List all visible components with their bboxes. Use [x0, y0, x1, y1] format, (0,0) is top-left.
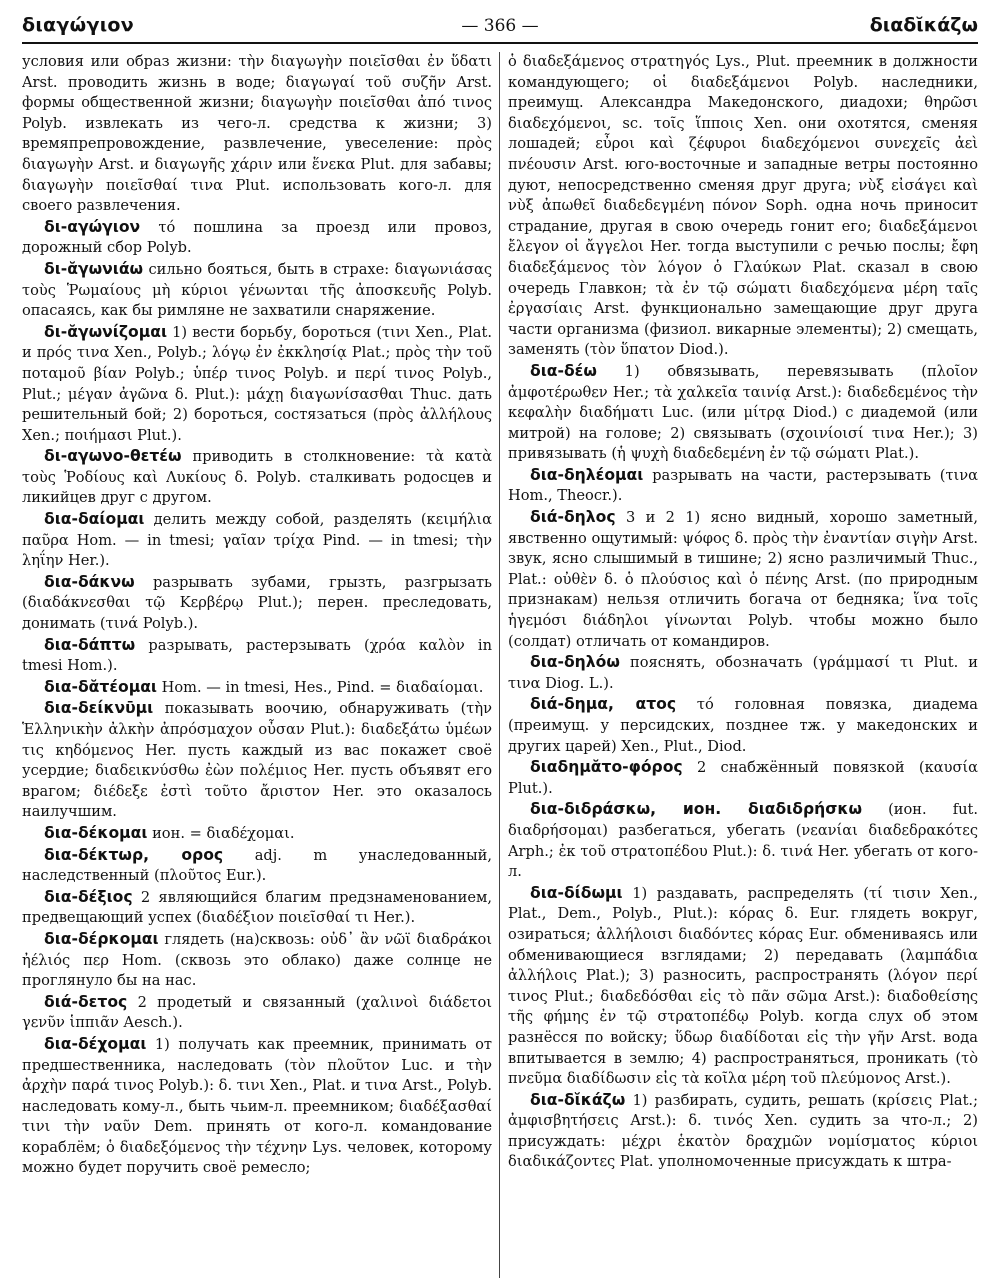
entry-headword: διαδημᾰτο-φόρος: [530, 758, 683, 777]
dictionary-entry: [508, 883, 978, 1090]
dictionary-entry: [508, 757, 978, 799]
entry-definition: 2 снабжённый повязкой (καυσία Plut.).: [508, 759, 978, 797]
entry-definition: (ион. fut. διαδρήσομαι) разбегаться, убегать (νεανίαι διαδεδρακότες Arph.; ἐκ τοῦ στρατοπέδου Plut.): δ. τινά Her. убегать от кого-л.: [508, 801, 978, 881]
entry-definition: ион. = διαδέχομαι.: [147, 824, 295, 842]
entry-headword: δι-ᾰγωνιάω: [44, 259, 144, 278]
dictionary-entry: [22, 217, 492, 259]
entry-headword: διά-δηλος: [530, 508, 616, 527]
dictionary-entry: [508, 52, 978, 361]
entry-definition: разрывать, растерзывать (χρόα καλὸν in tmesi Hom.).: [22, 636, 492, 675]
entry-definition: делить между собой, разделять (κειμήλια παῦρα Hom. — in tmesi; γαῖαν τρίχα Pind. — in tmesi; τὴν ληΐην Her.).: [22, 511, 492, 570]
entry-headword: δια-δέω: [530, 361, 597, 380]
dictionary-entry: [508, 1090, 978, 1173]
entry-headword: δια-δέκτωρ, ορος: [44, 845, 224, 864]
dictionary-entry: [22, 322, 492, 447]
entry-definition: 1) разбирать, судить, решать (κρίσεις Plat.; ἀμφισβητήσεις Arst.): δ. τινός Xen. судить за что-л.; 2) присуждать: μέχρι ἑκατὸν δραχμῶν νομίσματος κύριοι διαδικάζοντες Plat. уполномоченные присуждать к штра-: [508, 1091, 978, 1171]
dictionary-entry: [22, 1034, 492, 1179]
entry-definition: пояснять, обозначать (γράμμασί τι Plut. и τινα Diog. L.).: [508, 654, 978, 692]
entry-headword: δια-δέρκομαι: [44, 929, 159, 948]
running-header: [22, 8, 978, 44]
entry-definition: показывать воочию, обнаруживать (τὴν Ἑλληνικὴν ἀλκὴν ἀπρόσμαχον οὖσαν Plut.): διαδεξάτω ὑμέων τις κηδόμενος Her. пусть каждый из вас покажет своё усердие; διαδεικνύσθω ἐὼν πολέμιος Her. пусть объявят его врагом; διέδεξε ἐστὶ τοῦτο ἄριστον Her. это оказалось наилучшим.: [22, 700, 492, 821]
dictionary-entry: [22, 509, 492, 572]
dictionary-entry: [22, 677, 492, 699]
dictionary-entry: [22, 823, 492, 845]
entry-headword: δια-δέκομαι: [44, 823, 148, 842]
page-columns: [22, 52, 978, 1278]
entry-headword: διά-δημα, ατος: [530, 695, 677, 714]
dictionary-entry: [508, 799, 978, 882]
header-last-word: διαδῐκάζω: [869, 14, 978, 36]
dictionary-entry: [22, 929, 492, 992]
entry-headword: δι-ᾰγωνίζομαι: [44, 322, 168, 341]
entry-definition: сильно бояться, быть в страхе: διαγωνιάσας τοὺς Ῥωμαίους μὴ κύριοι γένωνται τῆς ἀποσκευῆς Polyb. опасаясь, как бы римляне не захватили снаряжение.: [22, 260, 492, 320]
entry-definition: глядеть (на)сквозь: οὐδ᾽ ἂν νῶϊ διαδράκοι ἠέλιός περ Hom. (сквозь это облако) даже солнце не проглянуло бы на нас.: [22, 930, 492, 990]
dictionary-entry: [22, 992, 492, 1034]
dictionary-entry: [22, 259, 492, 322]
dictionary-entry: [22, 572, 492, 635]
column-divider: [499, 52, 500, 1278]
right-column: [508, 52, 978, 1278]
dictionary-entry: [508, 361, 978, 465]
entry-headword: δια-δάπτω: [44, 635, 136, 654]
entry-definition: разрывать зубами, грызть, разгрызать (διαδάκνεσθαι τῷ Κερβέρῳ Plut.); перен. преследовать, донимать (τινά Polyb.).: [22, 573, 492, 633]
entry-definition: 1) обвязывать, перевязывать (πλοῖον ἀμφοτέρωθεν Her.; τὰ χαλκεῖα ταινίᾳ Arst.): διαδεδεμένος τὴν κεφαλὴν διαδήματι Luc. (или μίτρᾳ Diod.) с диадемой (или митрой) на голове; 2) связывать (σχοινίοισί τινα Her.); 3) привязывать (ἡ ψυχὴ διαδεδεμένη ἐν τῷ σώματι Plat.).: [508, 362, 978, 463]
entry-headword: δια-διδράσκω, ион. διαδιδρήσκω: [530, 800, 863, 819]
entry-definition: 2 являющийся благим предзнаменованием, предвещающий успех (διαδέξιον ποιεῖσθαί τι Her.).: [22, 888, 492, 927]
entry-definition: разрывать на части, растерзывать (τινα Hom., Theocr.).: [508, 466, 978, 505]
entry-headword: δια-δίδωμι: [530, 883, 623, 902]
entry-definition: 1) раздавать, распределять (τί τισιν Xen., Plat., Dem., Polyb., Plut.): κόρας δ. Eur. глядеть вокруг, озираться; ἀλλήλοισι διαδόντες κόρας Eur. обмениваясь или обменивающиеся взглядами; 2) передавать (λαμπάδια ἀλλήλοις Plat.); 3) разносить, распространять (λόγον περί τινος Plut.; διαδεδόσθαι εἰς τὸ πᾶν σῶμα Arst.): διαδοθείσης τῆς φήμης ἐν τῷ στρατοπέδῳ Polyb. когда слух об этом разнёсся по войску; ὕδωρ διαδίδοται εἰς τὴν γῆν Arst. вода впитывается в землю; 4) распространяться, проникать (τὸ πνεῦμα διαδίδωσιν εἰς τὰ κοῖλα μέρη τοῦ πλεύμονος Arst.).: [508, 884, 978, 1088]
dictionary-entry: [508, 694, 978, 757]
entry-definition: τό головная повязка, диадема (преимущ. у персидских, позднее тж. у македонских и других царей) Xen., Plut., Diod.: [508, 696, 978, 755]
entry-headword: δια-δηλόω: [530, 653, 620, 672]
entry-headword: δια-δᾰτέομαι: [44, 677, 158, 696]
entry-definition: 2 продетый и связанный (χαλινοὶ διάδετοι γενῦν ἱππιᾶν Aesch.).: [22, 993, 492, 1032]
entry-headword: διά-δετος: [44, 992, 128, 1011]
dictionary-entry: [508, 507, 978, 652]
entry-definition: условия или образ жизни: τὴν διαγωγὴν ποιεῖσθαι ἐν ὕδατι Arst. проводить жизнь в воде; διαγωγαί τοῦ συζῆν Arst. формы общественной жизни; διαγωγὴν ποιεῖσθαι ἀπό τινος Polyb. извлекать из чего-л. средства к жизни; 3) времяпрепровождение, развлечение, увеселение: πρὸς διαγωγὴν Arst. и διαγωγῆς χάριν или ἕνεκα Plut. для забавы; διαγωγὴν ποιεῖσθαί τινα Plut. использовать кого-л. для своего развлечения.: [22, 53, 492, 215]
dictionary-entry: [22, 887, 492, 929]
dictionary-entry: [508, 652, 978, 694]
entry-headword: δια-δέξιος: [44, 887, 133, 906]
entry-headword: δια-δῐκάζω: [530, 1090, 626, 1109]
left-column: [22, 52, 492, 1278]
entry-headword: δια-δηλέομαι: [530, 465, 644, 484]
entry-headword: δια-δέχομαι: [44, 1034, 147, 1053]
entry-headword: δι-αγώγιον: [44, 217, 141, 236]
dictionary-entry: [22, 698, 492, 823]
entry-definition: 3 и 2 1) ясно видный, хорошо заметный, явственно ощутимый: ψόφος δ. πρὸς τὴν ἐναντίαν σιγὴν Arst. звук, ясно слышимый в тишине; 2) ясно различимый Thuc., Plat.: οὐθὲν δ. ὁ πλούσιος καὶ ὁ πένης Arst. (по природным признакам) нельзя отличить богача от бедняка; ἵνα τοῖς ἡγεμόσι διάδηλοι γίνωνται Polyb. чтобы можно было (солдат) отличать от командиров.: [508, 509, 978, 650]
dictionary-entry: [22, 52, 492, 217]
dictionary-entry: [22, 845, 492, 887]
entry-definition: приводить в столкновение: τὰ κατὰ τοὺς Ῥοδίους καὶ Λυκίους δ. Polyb. сталкивать родосцев и ликийцев друг с другом.: [22, 448, 492, 507]
entry-headword: δια-δαίομαι: [44, 510, 145, 529]
header-first-word: διαγώγιον: [22, 14, 135, 36]
entry-headword: δια-δάκνω: [44, 572, 135, 591]
dictionary-entry: [508, 465, 978, 507]
entry-definition: ὁ διαδεξάμενος στρατηγός Lys., Plut. преемник в должности командующего; οἱ διαδεξάμενοι Polyb. наследники, преимущ. Александра Македонского, диадохи; θηρῶσι διαδεχόμενοι, sc. τοῖς ἵπποις Xen. они охотятся, сменяя лошадей; εὖροι καὶ ζέφυροι διαδεχόμενοι συνεχεῖς ἀεὶ πνέουσιν Arst. юго-восточные и западные ветры постоянно дуют, непосредственно сменяя друг друга; νὺξ εἰσάγει καὶ νὺξ ἀπωθεῖ διαδεδεγμένη πόνον Soph. одна ночь приносит страдание, другая в свою очередь гонит его; διαδεξάμενοι ἔλεγον οἱ ἄγγελοι Her. тогда выступили с речью послы; ἔφη διαδεξάμενος τὸν λόγον ὁ Γλαύκων Plat. сказал в свою очередь Главкон; τὰ ἐν τῷ σώματι διαδεχόμενα μέρη ταῖς ἐργασίαις Arst. функционально замещающие друг друга части организма (физиол. викарные элементы); 2) смещать, заменять (τὸν ὕπατον Diod.).: [508, 53, 978, 359]
entry-definition: 1) получать как преемник, принимать от предшественника, наследовать (τὸν πλοῦτον Luc. и τὴν ἀρχὴν παρά τινος Polyb.): δ. τινι Xen., Plat. и τινα Arst., Polyb. наследовать кому-л., быть чьим-л. преемником; διαδέξασθαί τινι τὴν ναῦν Dem. принять от кого-л. командование кораблём; ὁ διαδεξόμενος τὴν τέχνην Lys. человек, которому можно будет поручить своё ремесло;: [22, 1035, 492, 1177]
page-number: — 366 —: [461, 16, 539, 36]
dictionary-entry: [22, 635, 492, 677]
entry-definition: Hom. — in tmesi, Hes., Pind. = διαδαίομαι.: [157, 678, 484, 696]
entry-definition: adj. m унаследованный, наследственный (πλοῦτος Eur.).: [22, 846, 492, 885]
entry-definition: 1) вести борьбу, бороться (τινι Xen., Plat. и πρός τινα Xen., Polyb.; λόγῳ ἐν ἐκκλησίᾳ Plat.; πρὸς τὴν τοῦ ποταμοῦ βίαν Polyb.; ὑπέρ τινος Polyb. и περί τινος Polyb., Plut.; μέγαν ἀγῶνα δ. Plut.): μάχῃ διαγωνίσασθαι Thuc. дать решительный бой; 2) бороться, состязаться (πρὸς ἀλλήλους Xen.; ποιήμασι Plut.).: [22, 323, 492, 444]
dictionary-entry: [22, 446, 492, 509]
entry-headword: δια-δείκνῡμι: [44, 699, 154, 718]
entry-headword: δι-αγωνο-θετέω: [44, 447, 182, 466]
entry-definition: τό пошлина за проезд или провоз, дорожный сбор Polyb.: [22, 218, 492, 257]
